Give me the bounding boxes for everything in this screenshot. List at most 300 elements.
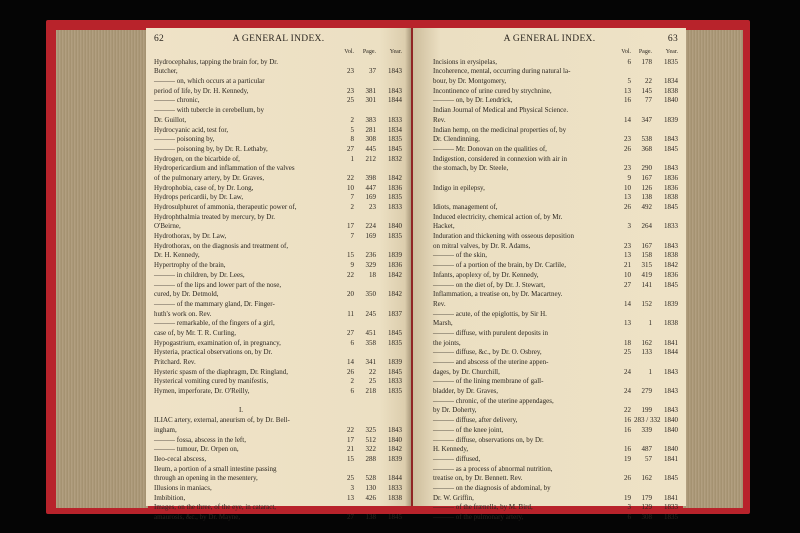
entry-year: 1840 [664, 425, 678, 434]
entry-year: 1845 [388, 144, 402, 153]
index-entry [146, 213, 411, 223]
entry-volume: 2 [350, 377, 354, 386]
entry-text: ——— of the skin, [433, 251, 488, 260]
entry-volume: 10 [624, 270, 631, 279]
entry-volume: 3 [627, 222, 631, 231]
index-entry [146, 58, 411, 68]
index-entry [146, 455, 411, 465]
entry-volume: 2 [350, 203, 354, 211]
index-entry [413, 445, 686, 455]
entry-volume: 22 [347, 270, 354, 279]
entry-volume: 27 [624, 280, 631, 289]
entry-volume: 14 [347, 358, 354, 366]
entry-page: 22 [369, 367, 376, 376]
entry-year: 1839 [388, 251, 402, 260]
index-entry [146, 77, 411, 87]
index-entry [146, 484, 411, 494]
index-entry [413, 145, 686, 155]
index-entry [146, 300, 411, 310]
entry-page: 145 [641, 86, 652, 95]
entry-text: Indigo in epilepsy, [433, 183, 485, 192]
entry-year: 1839 [664, 299, 678, 308]
index-entry [146, 232, 411, 242]
entry-page: 383 [365, 115, 376, 124]
entry-volume: 21 [624, 261, 631, 270]
index-entry [146, 261, 411, 271]
entry-text: Illusions in maniacs, [154, 483, 212, 492]
entry-year: 1840 [664, 416, 678, 425]
entry-year: 1842 [664, 261, 678, 270]
entry-volume: 6 [350, 338, 354, 347]
entry-page: 1 [648, 367, 652, 376]
entry-volume: 25 [624, 348, 631, 357]
entry-year: 1845 [664, 280, 678, 289]
entry-year: 1842 [388, 445, 402, 454]
index-entry [146, 416, 411, 426]
entry-text: Hysteric spasm of the diaphragm, Dr. Ringland, [154, 367, 288, 376]
entry-volume: 19 [624, 493, 631, 502]
index-entry [146, 319, 411, 329]
entry-year: 1844 [388, 474, 402, 483]
index-entry [413, 271, 686, 281]
page-number: 63 [667, 34, 678, 44]
entry-text: ——— of the mammary gland, Dr. Finger- [154, 299, 275, 308]
entry-volume: 14 [624, 299, 631, 308]
entry-page: 129 [641, 503, 652, 512]
entry-page: 212 [365, 154, 376, 163]
entry-year: 1839 [388, 454, 402, 463]
index-entry [413, 310, 686, 320]
entry-text: ——— with tubercle in cerebellum, by [154, 106, 265, 115]
entry-volume: 13 [624, 86, 631, 95]
entry-text: Indian hemp, on the medicinal properties of, by [433, 125, 567, 134]
index-entry [146, 503, 411, 513]
index-entry [413, 377, 686, 387]
entry-text: Hydropericardium and inflammation of the valves [154, 164, 295, 173]
entry-text: Rev. [433, 299, 446, 308]
entry-page: 419 [641, 270, 652, 279]
index-entry [146, 251, 411, 261]
entry-year: 1845 [388, 513, 402, 521]
index-entry [413, 319, 686, 329]
entry-volume: 23 [624, 241, 631, 250]
entry-volume: 26 [624, 144, 631, 153]
entry-page: 538 [641, 135, 652, 144]
entry-text: Induration and thickening with osseous deposition [433, 232, 574, 241]
index-entry [146, 106, 411, 116]
index-entry [146, 145, 411, 155]
entry-page: 167 [641, 173, 652, 182]
entry-text: ——— on, which occurs at a particular [154, 77, 265, 86]
entry-volume: 20 [347, 290, 354, 299]
entry-volume: 16 [624, 445, 631, 454]
entry-text: I. [238, 406, 244, 415]
entry-text: the stomach, by Dr. Steele, [433, 164, 509, 173]
entry-page: 1 [648, 319, 652, 328]
entry-page: 245 [365, 309, 376, 318]
entry-page: 283 / 332 [634, 416, 661, 425]
index-entry [413, 281, 686, 291]
entry-page: 25 [369, 377, 376, 386]
entry-text: ——— diffuse, after delivery, [433, 416, 518, 425]
entry-page: 288 [365, 454, 376, 463]
index-entry [146, 329, 411, 339]
entry-volume: 25 [347, 474, 354, 483]
entry-page: 492 [641, 203, 652, 211]
entry-volume: 27 [347, 513, 354, 521]
entry-year: 1838 [388, 493, 402, 502]
entry-text: Rev. [433, 115, 446, 124]
entry-text: amaurosis, &c., by Dr. Mayne, [154, 513, 241, 521]
entry-year: 1840 [664, 445, 678, 454]
entry-year: 1832 [388, 154, 402, 163]
index-entry [146, 203, 411, 213]
entry-year: 1838 [664, 319, 678, 328]
entry-page: 279 [641, 387, 652, 396]
entry-text: Imbibition, [154, 493, 186, 502]
entry-volume: 9 [350, 261, 354, 270]
entry-volume: 27 [347, 328, 354, 337]
entry-year: 1844 [664, 348, 678, 357]
entry-volume: 5 [627, 77, 631, 86]
entry-year: 1835 [664, 57, 678, 66]
entry-volume: 23 [624, 164, 631, 173]
entry-year: 1835 [388, 232, 402, 241]
entry-volume: 24 [624, 387, 631, 396]
entry-year: 1833 [388, 483, 402, 492]
entry-year: 1844 [388, 96, 402, 105]
entry-text: ——— in children, by Dr. Lees, [154, 270, 245, 279]
entry-volume: 6 [627, 57, 631, 66]
entry-text: ——— of the lining membrane of gall- [433, 377, 544, 386]
index-entry [413, 155, 686, 165]
section-letter [146, 406, 411, 416]
index-entry [413, 184, 686, 194]
index-entry [413, 58, 686, 68]
entry-page: 130 [365, 483, 376, 492]
entry-volume: 3 [627, 503, 631, 512]
entry-year: 1843 [664, 164, 678, 173]
entry-text: Hydrothorax, by Dr. Law, [154, 232, 227, 241]
vol-column-header: Vol. [344, 49, 354, 55]
entry-volume: 7 [350, 232, 354, 241]
entry-page: 169 [365, 232, 376, 241]
entry-volume: 6 [350, 387, 354, 396]
left-index-entries [146, 48, 411, 523]
index-entry [413, 222, 686, 232]
index-entry [146, 377, 411, 387]
index-entry [146, 494, 411, 504]
entry-volume: 6 [627, 513, 631, 521]
entry-page: 57 [645, 454, 652, 463]
entry-year: 1843 [664, 367, 678, 376]
entry-page: 315 [641, 261, 652, 270]
entry-text: period of life, by Dr. H. Kennedy, [154, 86, 249, 95]
entry-text: of the pulmonary artery, by Dr. Graves, [154, 173, 265, 182]
index-entry [146, 358, 411, 368]
index-entry [413, 96, 686, 106]
entry-page: 199 [641, 406, 652, 415]
entry-text: through an opening in the mesentery, [154, 474, 258, 483]
entry-volume: 17 [347, 435, 354, 444]
index-entry [413, 67, 686, 77]
entry-year: 1835 [388, 387, 402, 396]
entry-text: O'Beirne, [154, 222, 181, 231]
entry-text: Idiots, management of, [433, 203, 498, 211]
entry-volume: 24 [624, 367, 631, 376]
index-entry [413, 426, 686, 436]
entry-text: ——— of a portion of the brain, by Dr. Carlile, [433, 261, 566, 270]
index-entry [413, 436, 686, 446]
entry-text: Hysteria, practical observations on, by Dr. [154, 348, 273, 357]
entry-volume: 13 [347, 493, 354, 502]
entry-year: 1836 [388, 183, 402, 192]
index-entry [413, 290, 686, 300]
index-entry [146, 126, 411, 136]
entry-page: 290 [641, 164, 652, 173]
index-entry [413, 368, 686, 378]
index-entry [146, 281, 411, 291]
entry-text: bour, by Dr. Montgomery, [433, 77, 507, 86]
index-entry [413, 87, 686, 97]
entry-year: 1840 [664, 96, 678, 105]
entry-volume: 2 [350, 115, 354, 124]
entry-page: 141 [641, 280, 652, 289]
entry-year: 1841 [664, 454, 678, 463]
entry-page: 445 [365, 144, 376, 153]
entry-volume: 15 [347, 251, 354, 260]
entry-text: ——— poisoning by, by Dr. R. Lethaby, [154, 144, 268, 153]
entry-year: 1838 [664, 193, 678, 202]
entry-year: 1834 [664, 77, 678, 86]
index-entry [146, 96, 411, 106]
index-entry [413, 232, 686, 242]
entry-text: ——— remarkable, of the fingers of a girl, [154, 319, 275, 328]
entry-text: ——— diffused, [433, 454, 481, 463]
entry-volume: 13 [624, 193, 631, 202]
index-entry [146, 135, 411, 145]
entry-year: 1845 [664, 203, 678, 211]
entry-year: 1833 [664, 503, 678, 512]
index-entry [413, 484, 686, 494]
entry-page: 339 [641, 425, 652, 434]
index-entry [146, 87, 411, 97]
entry-page: 37 [369, 67, 376, 76]
entry-text: Hydrosulphuret of ammonia, therapeutic power of, [154, 203, 297, 211]
index-entry [413, 513, 686, 523]
entry-page: 308 [365, 135, 376, 144]
entry-page: 133 [641, 348, 652, 357]
entry-volume: 26 [624, 474, 631, 483]
entry-page: 368 [641, 144, 652, 153]
entry-text: Induced electricity, chemical action of, by Mr. [433, 212, 563, 221]
entry-text: ——— of the pulmonary artery, [433, 513, 524, 521]
index-entry [413, 203, 686, 213]
entry-text: Incontinence of urine cured by strychnine, [433, 86, 552, 95]
index-entry [146, 465, 411, 475]
entry-text: Hacket, [433, 222, 455, 231]
entry-text: Dr. H. Kennedy, [154, 251, 200, 260]
entry-volume: 16 [624, 96, 631, 105]
entry-year: 1845 [388, 328, 402, 337]
entry-year: 1840 [388, 435, 402, 444]
entry-volume: 25 [347, 96, 354, 105]
entry-page: 18 [369, 270, 376, 279]
entry-text: ——— on the diagnosis of abdominal, by [433, 483, 551, 492]
entry-text: Incoherence, mental, occurring during natural la- [433, 67, 571, 76]
entry-year: 1839 [664, 115, 678, 124]
entry-text: Images, on the three, of the eye, in cataract, [154, 503, 277, 512]
entry-text: Inflammation, a treatise on, by Dr. Macartney. [433, 290, 563, 299]
index-entry [146, 474, 411, 484]
entry-page: 179 [641, 493, 652, 502]
entry-text: Dr. Guillot, [154, 115, 187, 124]
entry-text: Hydrophobia, case of, by Dr. Long, [154, 183, 254, 192]
entry-volume: 13 [624, 251, 631, 260]
index-entry [413, 174, 686, 184]
entry-page: 236 [365, 251, 376, 260]
index-entry [413, 387, 686, 397]
entry-text: ——— of the frænella, by M. Bird, [433, 503, 533, 512]
entry-page: 281 [365, 125, 376, 134]
entry-page: 218 [365, 387, 376, 396]
entry-page: 451 [365, 328, 376, 337]
entry-page: 381 [365, 86, 376, 95]
entry-volume: 8 [350, 135, 354, 144]
entry-text: huth's work on. Rev. [154, 309, 212, 318]
entry-text: ——— on, by Dr. Lendrick, [433, 96, 513, 105]
entry-page: 77 [645, 96, 652, 105]
entry-text: Pritchard. Rev. [154, 358, 196, 366]
entry-text: ——— of the knee joint, [433, 425, 504, 434]
entry-volume: 10 [347, 183, 354, 192]
index-entry [413, 116, 686, 126]
index-entry [413, 397, 686, 407]
index-entry [146, 290, 411, 300]
entry-year: 1835 [388, 193, 402, 202]
entry-page: 301 [365, 96, 376, 105]
page-column-header: Page. [362, 49, 376, 55]
column-headers [146, 48, 411, 58]
entry-text: Butcher, [154, 67, 178, 76]
index-entry [413, 193, 686, 203]
entry-year: 1835 [664, 513, 678, 521]
entry-page: 152 [641, 299, 652, 308]
entry-page: 158 [641, 251, 652, 260]
entry-year: 1843 [664, 135, 678, 144]
index-entry [413, 251, 686, 261]
entry-volume: 22 [347, 425, 354, 434]
entry-page: 398 [365, 173, 376, 182]
entry-year: 1845 [388, 367, 402, 376]
entry-text: Dr. Clendinning, [433, 135, 480, 144]
entry-text: cured, by Dr. Detmold, [154, 290, 219, 299]
entry-text: on mitral valves, by Dr. R. Adams, [433, 241, 531, 250]
entry-text: ——— poisoning by, [154, 135, 215, 144]
index-entry [413, 503, 686, 513]
entry-volume: 3 [350, 483, 354, 492]
page-number: 62 [154, 34, 165, 44]
entry-volume: 16 [624, 425, 631, 434]
entry-year: 1841 [664, 338, 678, 347]
index-entry [146, 242, 411, 252]
index-entry [413, 329, 686, 339]
entry-page: 162 [641, 474, 652, 483]
index-entry [146, 387, 411, 397]
index-entry [413, 339, 686, 349]
entry-year: 1836 [664, 183, 678, 192]
right-page [413, 28, 686, 521]
entry-page: 169 [365, 193, 376, 202]
entry-volume: 21 [347, 445, 354, 454]
entry-text: ——— diffuse, with purulent deposits in [433, 328, 548, 337]
entry-text: Dr. W. Griffin, [433, 493, 474, 502]
index-entry [146, 116, 411, 126]
index-entry [146, 397, 411, 407]
entry-year: 1840 [388, 222, 402, 231]
entry-volume: 26 [347, 367, 354, 376]
entry-year: 1836 [664, 270, 678, 279]
entry-text: Marsh, [433, 319, 453, 328]
entry-text: ingham, [154, 425, 177, 434]
entry-text: H. Kennedy, [433, 445, 469, 454]
entry-page: 264 [641, 222, 652, 231]
index-entry [146, 513, 411, 523]
entry-page: 350 [365, 290, 376, 299]
entry-year: 1837 [388, 309, 402, 318]
entry-volume: 9 [627, 173, 631, 182]
entry-page: 23 [369, 203, 376, 211]
index-entry [146, 184, 411, 194]
running-head: A GENERAL INDEX. [503, 34, 596, 44]
entry-year: 1843 [388, 67, 402, 76]
entry-text: Ileum, a portion of a small intestine passing [154, 464, 277, 473]
entry-year: 1843 [388, 425, 402, 434]
index-entry [146, 222, 411, 232]
index-entry [146, 193, 411, 203]
entry-year: 1843 [664, 241, 678, 250]
index-entry [146, 436, 411, 446]
entry-volume: 1 [350, 154, 354, 163]
entry-year: 1842 [388, 270, 402, 279]
entry-text: treatise on, by Dr. Bennett. Rev. [433, 474, 523, 483]
index-entry [413, 242, 686, 252]
index-entry [146, 426, 411, 436]
entry-year: 1834 [388, 125, 402, 134]
entry-volume: 11 [347, 309, 354, 318]
entry-year: 1842 [388, 173, 402, 182]
entry-page: 512 [365, 435, 376, 444]
vol-column-header: Vol. [621, 49, 631, 55]
index-entry [146, 339, 411, 349]
entry-year: 1842 [388, 290, 402, 299]
entry-text: Hydrogen, on the bicarbide of, [154, 154, 240, 163]
entry-page: 528 [365, 474, 376, 483]
column-headers [413, 48, 686, 58]
index-entry [413, 300, 686, 310]
index-entry [146, 155, 411, 165]
index-entry [146, 164, 411, 174]
index-entry [413, 358, 686, 368]
entry-volume: 23 [624, 135, 631, 144]
entry-text: ——— Mr. Donovan on the qualities of, [433, 144, 547, 153]
entry-text: bladder, by Dr. Graves, [433, 387, 499, 396]
entry-volume: 13 [624, 319, 631, 328]
entry-text: ——— tumour, Dr. Orpen on, [154, 445, 239, 454]
index-entry [413, 164, 686, 174]
entry-text: ——— diffuse, &c., by Dr. O. Osbrey, [433, 348, 542, 357]
right-page-header [413, 34, 686, 46]
